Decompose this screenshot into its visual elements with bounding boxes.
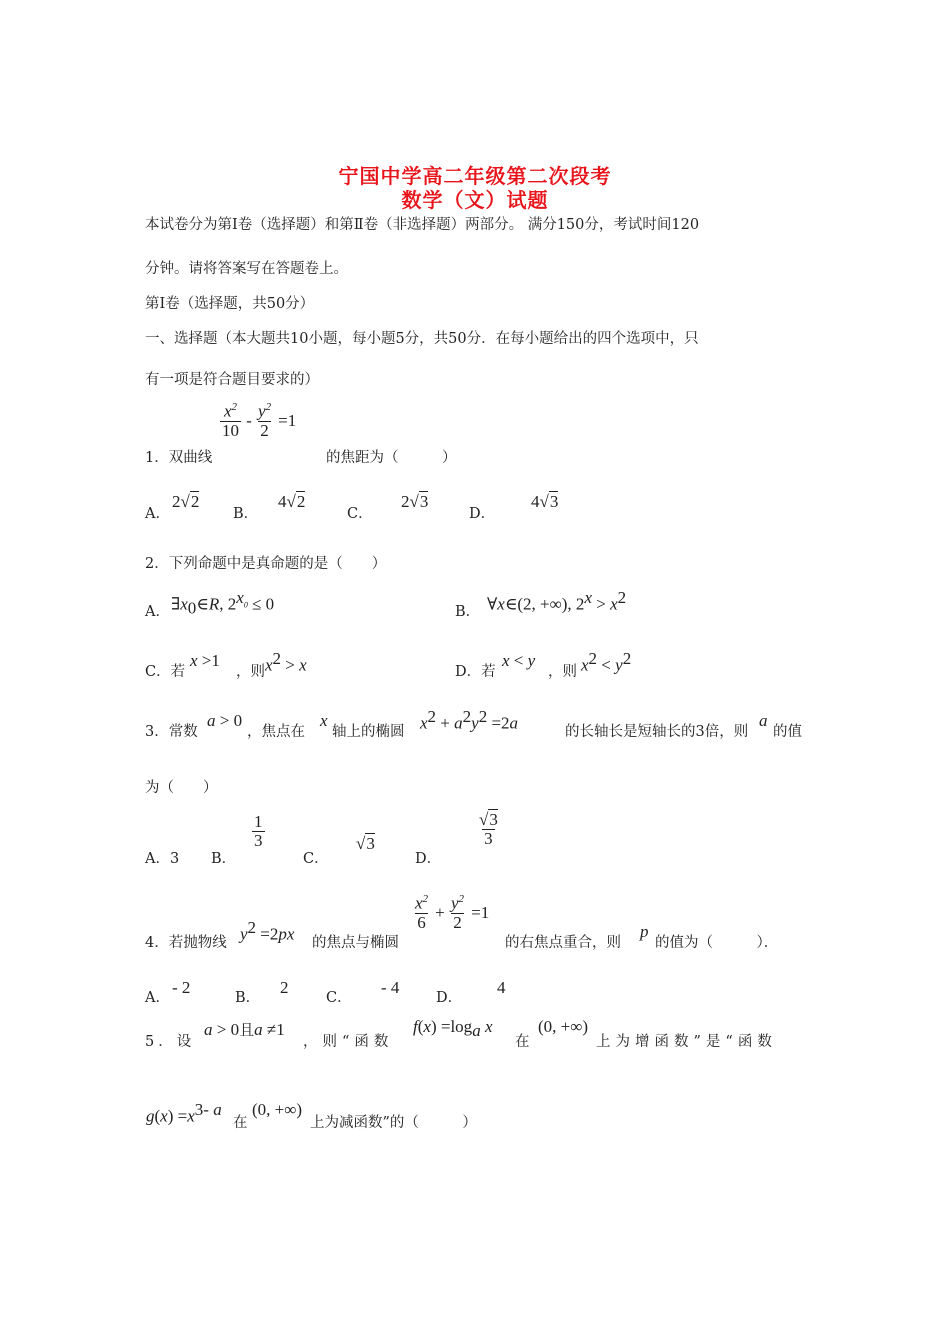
q2-option-d-condition: x < y bbox=[502, 651, 536, 670]
q4-stem-pre: 4．若抛物线 bbox=[145, 935, 227, 951]
q3-stem-mid1: ，焦点在 bbox=[247, 724, 305, 740]
q4-stem-post: 的值为（ ）． bbox=[655, 935, 779, 951]
q3-condition: a > 0 bbox=[207, 711, 243, 730]
q5-stem-mid1: ，则“函数 bbox=[303, 1034, 394, 1050]
part1-heading: 第Ⅰ卷（选择题，共50分） bbox=[145, 296, 315, 312]
q4-option-d-label: D． bbox=[436, 990, 463, 1006]
q4-ellipse-equation: $\frac{x^2}{6}$ + $\frac{y^2}{2}$ =1 bbox=[415, 893, 490, 932]
q4-option-a-label: A． bbox=[145, 990, 170, 1006]
q2-option-d-label: D．若 bbox=[455, 664, 496, 680]
q3-param-var: a bbox=[759, 711, 768, 730]
q4-option-d-value: 4 bbox=[497, 978, 506, 997]
q1-hyperbola-equation: $\frac{x^2}{10}$ - $\frac{y^2}{2}$ =1 bbox=[222, 401, 297, 440]
q5-function-g: $g(x) =x^{3- a}$ bbox=[146, 1100, 222, 1126]
q2-option-c-condition: x >1 bbox=[190, 651, 220, 670]
q2-stem: 2．下列命题中是真命题的是（ ） bbox=[145, 556, 387, 572]
q1-option-c-value: 2√3 bbox=[401, 492, 429, 511]
q3-stem-mid3: 的长轴长是短轴长的3倍，则 bbox=[565, 724, 749, 740]
q1-option-b-value: 4√2 bbox=[278, 492, 306, 511]
q3-axis-var: x bbox=[320, 711, 328, 730]
q5-line2-mid: 在 bbox=[233, 1115, 248, 1131]
q1-stem-pre: 1．双曲线 bbox=[145, 450, 213, 466]
q3-option-c-label: C． bbox=[303, 851, 329, 867]
q5-stem-pre: 5．设 bbox=[145, 1034, 196, 1050]
q5-line2-post: 上为减函数”的（ ） bbox=[310, 1115, 477, 1131]
q3-ellipse-equation: $x^2 + a^2y^2 =2a$ bbox=[420, 707, 519, 733]
q4-option-a-value: - 2 bbox=[172, 978, 191, 997]
q5-stem-mid3: 上为增函数”是“函数 bbox=[596, 1034, 777, 1050]
q2-option-c-conclusion: $x^2 > x$ bbox=[265, 649, 307, 675]
q2-option-b-formula: ∀x∈(2, +∞), $2^x > x^2$ bbox=[487, 588, 627, 614]
q1-option-d-label: D． bbox=[469, 506, 496, 522]
section1-line-2: 有一项是符合题目要求的） bbox=[145, 372, 319, 388]
q3-option-d-label: D． bbox=[415, 851, 442, 867]
q3-stem-post: 的值 bbox=[773, 724, 802, 740]
q4-param-var: p bbox=[640, 922, 649, 941]
q4-parabola-equation: $y^2 =2px$ bbox=[240, 918, 295, 944]
q5-function-f: $f(x) =\log_a$ x bbox=[413, 1017, 493, 1041]
q4-option-c-value: - 4 bbox=[381, 978, 400, 997]
q2-option-a-label: A． bbox=[145, 604, 170, 620]
exam-title-subject: 数学（文）试题 bbox=[401, 188, 549, 212]
q1-option-b-label: B． bbox=[233, 506, 259, 522]
q1-option-c-label: C． bbox=[347, 506, 373, 522]
q4-stem-mid2: 的右焦点重合，则 bbox=[505, 935, 621, 951]
q1-option-a-value: 2√2 bbox=[172, 492, 200, 511]
intro-line-2: 分钟。请将答案写在答题卷上。 bbox=[145, 261, 348, 277]
q5-stem-mid2: 在 bbox=[515, 1034, 530, 1050]
intro-line-1: 本试卷分为第Ⅰ卷（选择题）和第Ⅱ卷（非选择题）两部分。 满分150分，考试时间120 bbox=[145, 217, 700, 233]
q3-option-c-value: √3 bbox=[356, 834, 375, 853]
q2-option-c-then: ，则 bbox=[236, 664, 265, 680]
q5-condition: a > 0且a ≠1 bbox=[204, 1020, 285, 1039]
q1-stem-post: 的焦距为（ ） bbox=[326, 450, 457, 466]
q2-option-d-then: ，则 bbox=[548, 664, 577, 680]
q3-option-b-label: B． bbox=[211, 851, 237, 867]
q4-option-c-label: C． bbox=[326, 990, 352, 1006]
q1-option-d-value: 4√3 bbox=[531, 492, 559, 511]
q2-option-c-label: C．若 bbox=[145, 664, 186, 680]
q2-option-d-conclusion: $x^2 < y^2$ bbox=[581, 649, 632, 675]
q5-interval-2: (0, +∞) bbox=[252, 1100, 303, 1119]
q3-option-b-value: $\frac{1}{3}$ bbox=[254, 812, 263, 850]
q3-stem-pre: 3．常数 bbox=[145, 724, 198, 740]
q1-option-a-label: A． bbox=[145, 506, 170, 522]
q3-stem-mid2: 轴上的椭圆 bbox=[332, 724, 405, 740]
q3-option-a: A．3 bbox=[145, 851, 180, 867]
q5-interval-1: (0, +∞) bbox=[538, 1017, 589, 1036]
q2-option-b-label: B． bbox=[455, 604, 481, 620]
section1-line-1: 一、选择题（本大题共10小题，每小题5分，共50分．在每小题给出的四个选项中，只 bbox=[145, 331, 699, 347]
exam-title-school: 宁国中学高二年级第二次段考 bbox=[338, 164, 612, 188]
q4-option-b-label: B． bbox=[235, 990, 261, 1006]
q2-option-a-formula: $\exists x_0\in R$, $2^{x_0} \le 0$ bbox=[171, 588, 275, 618]
q3-stem-line2: 为（ ） bbox=[145, 780, 218, 796]
q4-option-b-value: 2 bbox=[280, 978, 289, 997]
q4-stem-mid: 的焦点与椭圆 bbox=[312, 935, 399, 951]
q3-option-d-value: $\frac{√3}{3}$ bbox=[479, 810, 498, 848]
